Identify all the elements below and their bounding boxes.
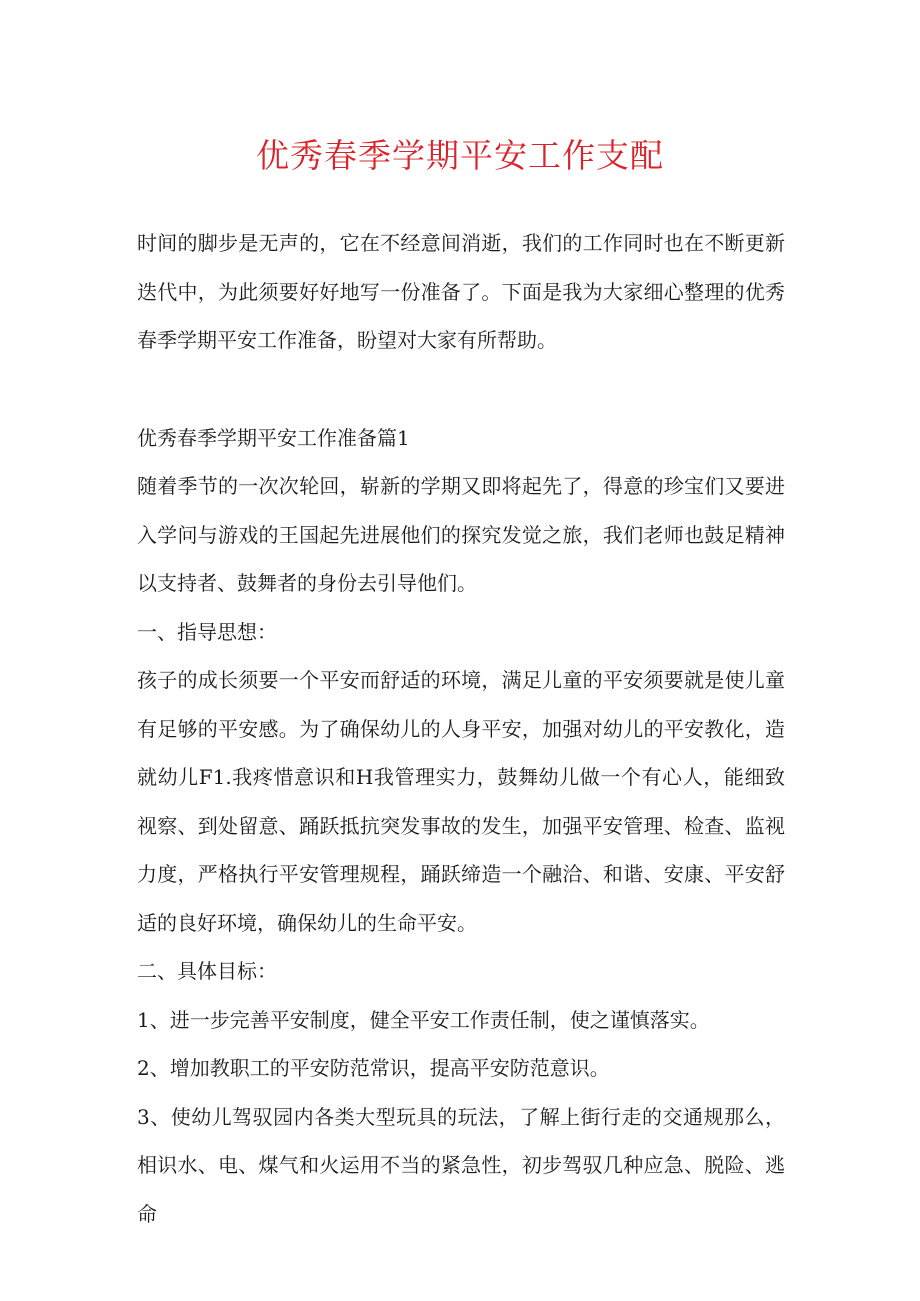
heading-guiding-thought: 一、指导思想： (137, 619, 277, 644)
document-body (137, 219, 785, 1238)
section-title: 优秀春季学期平安工作准备篇1 (137, 425, 410, 450)
guiding-thought-paragraph: 孩子的成长须要一个平安而舒适的环境，满足儿童的平安须要就是使儿童有足够的平安感。为了确保幼儿的人身平安，加强对幼儿的平安教化，造就幼儿F1.我疼惜意识和H我管理实力，鼓舞幼儿做一个有心人，能细致视察、到处留意、踊跃抵抗突发事故的发生，加强平安管理、检查、监视力度，严格执行平安管理规程，踊跃缔造一个融洽、和谐、安康、平安舒适的良好环境，确保幼儿的生命平安。 (137, 668, 785, 935)
goal-item-2: 2、增加教职工的平安防范常识，提高平安防范意识。 (137, 1056, 610, 1080)
section-paragraph: 随着季节的一次次轮回，崭新的学期又即将起先了，得意的珍宝们又要进入学问与游戏的王国起先进展他们的探究发觉之旅，我们老师也鼓足精神以支持者、鼓舞者的身份去引导他们。 (137, 474, 785, 595)
heading-specific-goals: 二、具体目标： (137, 959, 277, 983)
paragraph-gap (137, 365, 785, 414)
goal-item-3: 3、使幼儿驾驭园内各类大型玩具的玩法，了解上街行走的交通规那么，相识水、电、煤气和火运用不当的紧急性，初步驾驭几种应急、脱险、逃命 (137, 1104, 785, 1226)
intro-paragraph: 时间的脚步是无声的，它在不经意间消逝，我们的工作同时也在不断更新迭代中，为此须要好好地写一份准备了。下面是我为大家细心整理的优秀春季学期平安工作准备，盼望对大家有所帮助。 (137, 231, 785, 352)
document-title: 优秀春季学期平安工作支配 (256, 136, 664, 175)
goal-item-1: 1、进一步完善平安制度，健全平安工作责任制，使之谨慎落实。 (137, 1007, 710, 1032)
